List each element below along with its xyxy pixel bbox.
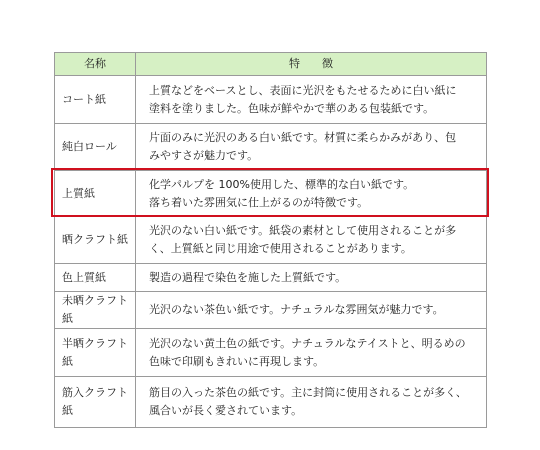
description-line: 落ち着いた雰囲気に仕上がるのが特徴です。 — [149, 195, 369, 209]
table-header-row — [55, 53, 487, 76]
description-line: く、上質紙と同じ用途で使用されることがあります。 — [149, 242, 412, 255]
paper-description — [136, 124, 487, 171]
paper-name: コート紙 — [55, 76, 136, 124]
description-line: 光沢のない白い紙です。紙袋の素材として使用されることが多 — [149, 224, 457, 237]
description-line: 塗料を塗りました。色味が鮮やかで華のある包装紙です。 — [149, 101, 435, 115]
paper-description — [136, 76, 487, 124]
paper-name: 筋入クラフト紙 — [55, 377, 136, 428]
paper-description — [136, 264, 487, 292]
description-line: みやすさが魅力です。 — [149, 149, 259, 162]
table-row — [55, 329, 487, 377]
paper-name: 晒クラフト紙 — [55, 217, 136, 264]
description-line: 片面のみに光沢のある白い紙です。材質に柔らかみがあり、包 — [149, 131, 457, 144]
paper-description — [136, 329, 487, 377]
paper-description — [136, 171, 487, 217]
paper-description — [136, 377, 487, 428]
table-row — [55, 76, 487, 124]
table-row — [55, 264, 487, 292]
header-name: 名称 — [55, 53, 136, 76]
description-line: 化学パルプを 100%使用した、標準的な白い紙です。 — [149, 177, 415, 191]
header-feature: 特 徴 — [136, 53, 487, 76]
description-line: 風合いが長く愛されています。 — [149, 404, 303, 417]
paper-types-table — [54, 52, 487, 428]
description-line: 色味で印刷もきれいに再現します。 — [149, 354, 325, 368]
table-row — [55, 217, 487, 264]
description-line: 筋目の入った茶色の紙です。主に封筒に使用されることが多く、 — [149, 386, 467, 399]
paper-name: 半晒クラフト紙 — [55, 329, 136, 377]
description-line: 製造の過程で染色を施した上質紙です。 — [149, 270, 347, 284]
paper-name: 未晒クラフト紙 — [55, 292, 136, 329]
table-row — [55, 377, 487, 428]
description-line: 光沢のない茶色い紙です。ナチュラルな雰囲気が魅力です。 — [149, 303, 444, 316]
table-row — [55, 124, 487, 171]
paper-name: 上質紙 — [55, 171, 136, 217]
paper-name: 色上質紙 — [55, 264, 136, 292]
description-line: 光沢のない黄土色の紙です。ナチュラルなテイストと、明るめの — [149, 336, 466, 350]
paper-name: 純白ロール — [55, 124, 136, 171]
table-row-highlighted — [55, 171, 487, 217]
paper-description — [136, 292, 487, 329]
table-row — [55, 292, 487, 329]
paper-description — [136, 217, 487, 264]
description-line: 上質などをベースとし、表面に光沢をもたせるために白い紙に — [149, 83, 457, 97]
